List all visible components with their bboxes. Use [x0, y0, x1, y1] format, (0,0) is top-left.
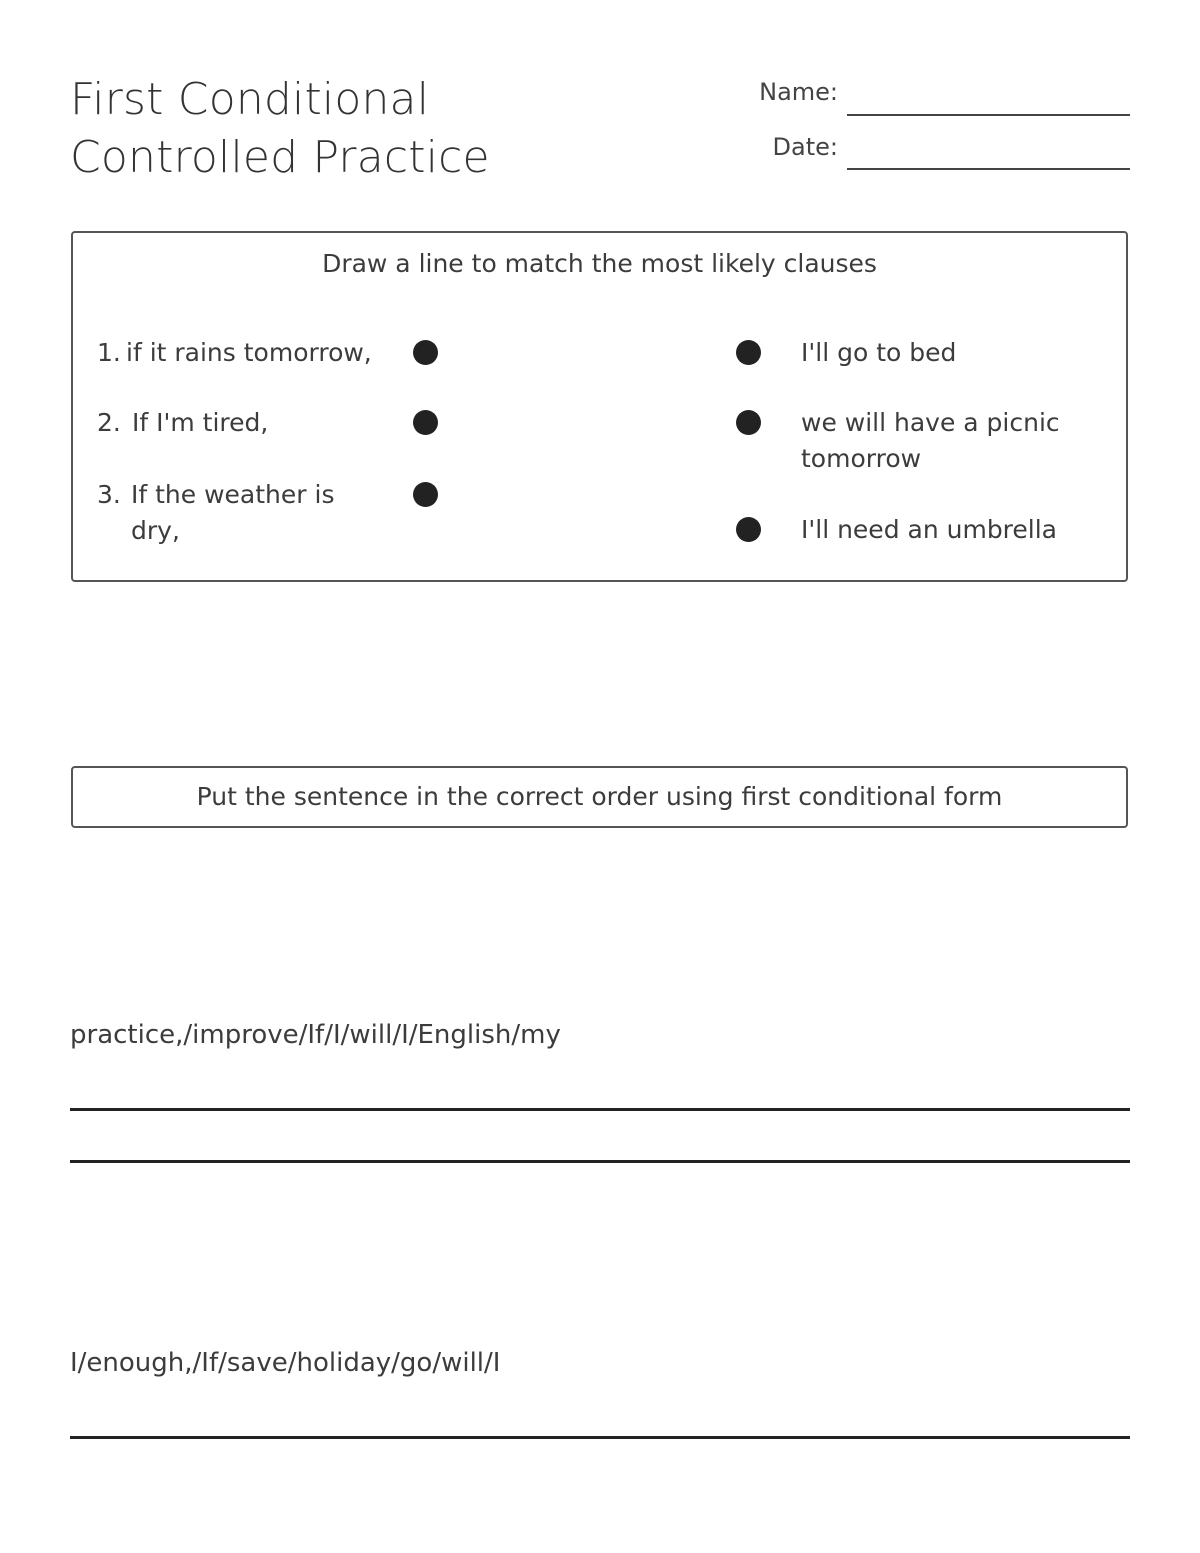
left-item-3-text: If the weather is dry,	[131, 480, 335, 545]
right-item-1-text: I'll go to bed	[801, 338, 957, 367]
right-item-2-dot[interactable]	[736, 410, 761, 435]
left-item-2-number: 2.	[97, 408, 121, 437]
date-field[interactable]	[847, 168, 1130, 170]
left-item-1-text: if it rains tomorrow,	[126, 338, 372, 367]
ordering-instructions-box	[71, 766, 1128, 828]
left-item-2-dot[interactable]	[413, 410, 438, 435]
matching-exercise-box	[71, 231, 1128, 582]
left-item-2-text: If I'm tired,	[132, 408, 269, 437]
scrambled-sentence-2: I/enough,/If/save/holiday/go/will/I	[70, 1348, 501, 1378]
answer-line-1a[interactable]	[70, 1108, 1130, 1111]
name-field[interactable]	[847, 114, 1130, 116]
left-item-3-number: 3.	[97, 480, 121, 509]
worksheet-title-line-1: First Conditional	[70, 74, 430, 125]
name-label: Name:	[759, 78, 838, 106]
left-item-1-dot[interactable]	[413, 340, 438, 365]
right-item-2-text: we will have a picnic tomorrow	[801, 408, 1060, 473]
right-item-1-dot[interactable]	[736, 340, 761, 365]
matching-instructions: Draw a line to match the most likely clauses	[322, 249, 877, 278]
date-label: Date:	[772, 133, 838, 161]
scrambled-sentence-1: practice,/improve/If/I/will/I/English/my	[70, 1020, 561, 1050]
answer-line-2a[interactable]	[70, 1436, 1130, 1439]
left-item-3-dot[interactable]	[413, 482, 438, 507]
answer-line-1b[interactable]	[70, 1160, 1130, 1163]
right-item-3-dot[interactable]	[736, 517, 761, 542]
worksheet-title-line-2: Controlled Practice	[70, 132, 490, 183]
right-item-3-text: I'll need an umbrella	[801, 515, 1058, 544]
left-item-1-number: 1.	[97, 338, 121, 367]
ordering-instructions: Put the sentence in the correct order using first conditional form	[196, 782, 1003, 811]
